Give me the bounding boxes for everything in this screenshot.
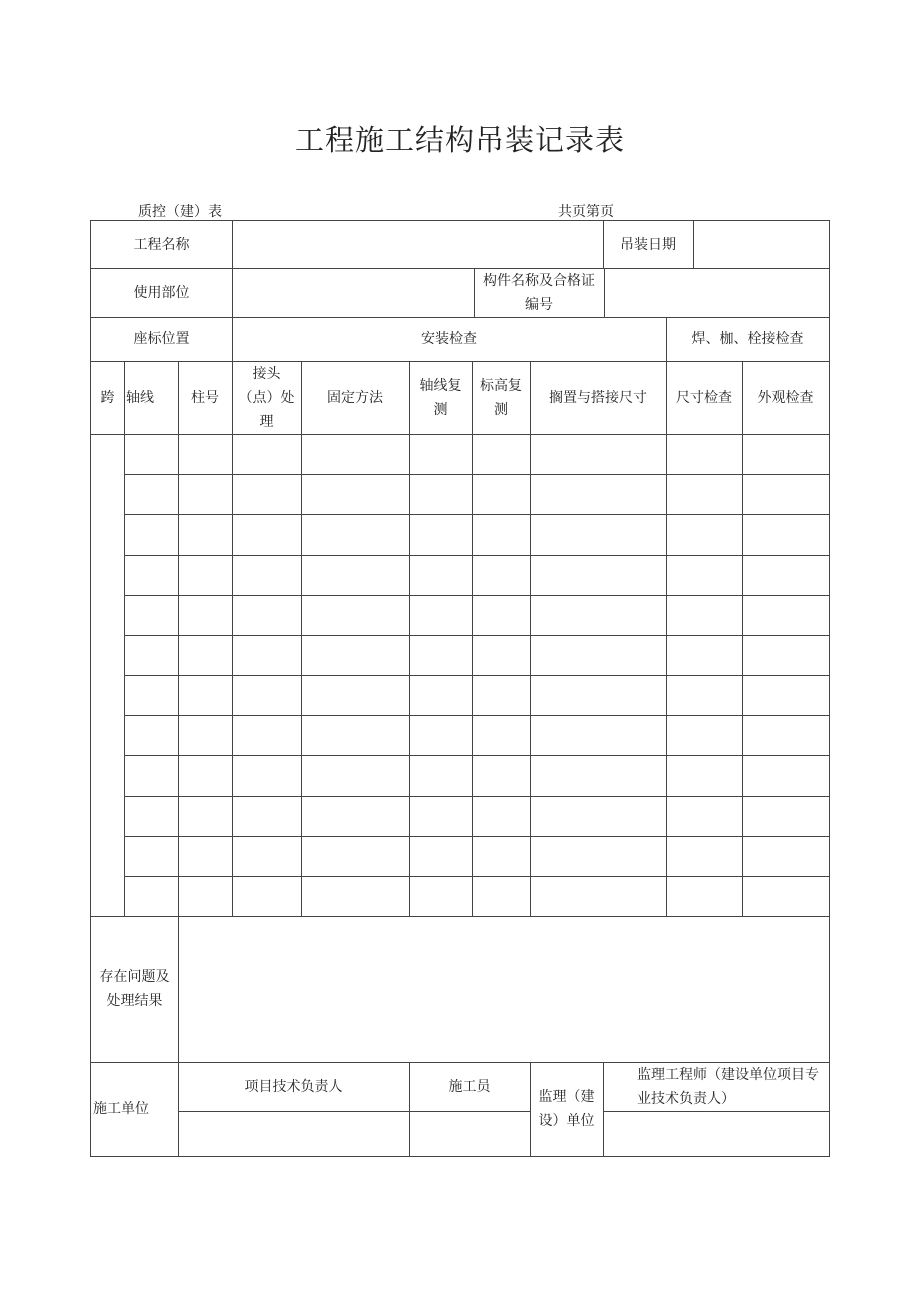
- tech-lead-label: 项目技术负责人: [244, 1078, 343, 1095]
- span-cell[interactable]: [91, 434, 124, 916]
- table-row[interactable]: [124, 635, 829, 675]
- hoisting-date-field[interactable]: [693, 221, 829, 268]
- table-row[interactable]: [124, 555, 829, 595]
- col-size-check-header: 尺寸检查: [676, 389, 732, 406]
- coordinate-label: 座标位置: [133, 331, 190, 347]
- col-axis-retest-header: 轴线复测: [419, 377, 462, 418]
- table-row[interactable]: [124, 595, 829, 635]
- table-row[interactable]: [124, 836, 829, 876]
- table-row[interactable]: [124, 876, 829, 916]
- location-field[interactable]: [232, 268, 474, 317]
- col-joint-header: 接头（点）处理: [238, 365, 295, 430]
- issues-field[interactable]: [178, 916, 829, 1062]
- form-code: 质控（建）表: [138, 204, 222, 220]
- col-fixing-method-header: 固定方法: [327, 389, 383, 406]
- page-title: 工程施工结构吊装记录表: [294, 123, 625, 157]
- record-table: [90, 220, 830, 1157]
- constructor-signature[interactable]: [409, 1111, 530, 1156]
- supervisor-label: 监理工程师（建设单位项目专业技术负责人）: [637, 1066, 819, 1107]
- table-row[interactable]: [124, 434, 829, 474]
- constructor-label: 施工员: [448, 1078, 491, 1095]
- table-row[interactable]: [124, 755, 829, 795]
- location-label: 使用部位: [133, 284, 190, 301]
- construction-unit-label: 施工单位: [93, 1101, 149, 1117]
- table-row[interactable]: [124, 474, 829, 514]
- col-bearing-size-header: 搁置与搭接尺寸: [549, 389, 647, 406]
- weld-check-label: 焊、枷、栓接检查: [691, 331, 804, 347]
- col-span-header: 跨: [100, 389, 115, 406]
- col-appearance-check-header: 外观检查: [757, 389, 814, 406]
- component-field[interactable]: [604, 268, 829, 317]
- col-elevation-retest-header: 标高复测: [480, 377, 522, 418]
- project-name-field[interactable]: [232, 221, 603, 268]
- component-label: 构件名称及合格证编号: [483, 272, 595, 313]
- page-info: 共页第页: [558, 204, 614, 220]
- tech-lead-signature[interactable]: [178, 1111, 409, 1156]
- col-axis-header: 轴线: [126, 389, 154, 406]
- project-name-label: 工程名称: [133, 236, 190, 253]
- table-row[interactable]: [124, 514, 829, 554]
- supervision-unit-label: 监理（建设）单位: [538, 1089, 595, 1129]
- col-column-no-header: 柱号: [191, 389, 219, 406]
- table-row[interactable]: [124, 715, 829, 755]
- table-row[interactable]: [124, 796, 829, 836]
- supervisor-signature[interactable]: [603, 1111, 829, 1156]
- hoisting-date-label: 吊装日期: [620, 236, 676, 253]
- install-check-label: 安装检查: [421, 331, 477, 347]
- table-row[interactable]: [124, 675, 829, 715]
- issues-label: 存在问题及处理结果: [99, 969, 170, 1009]
